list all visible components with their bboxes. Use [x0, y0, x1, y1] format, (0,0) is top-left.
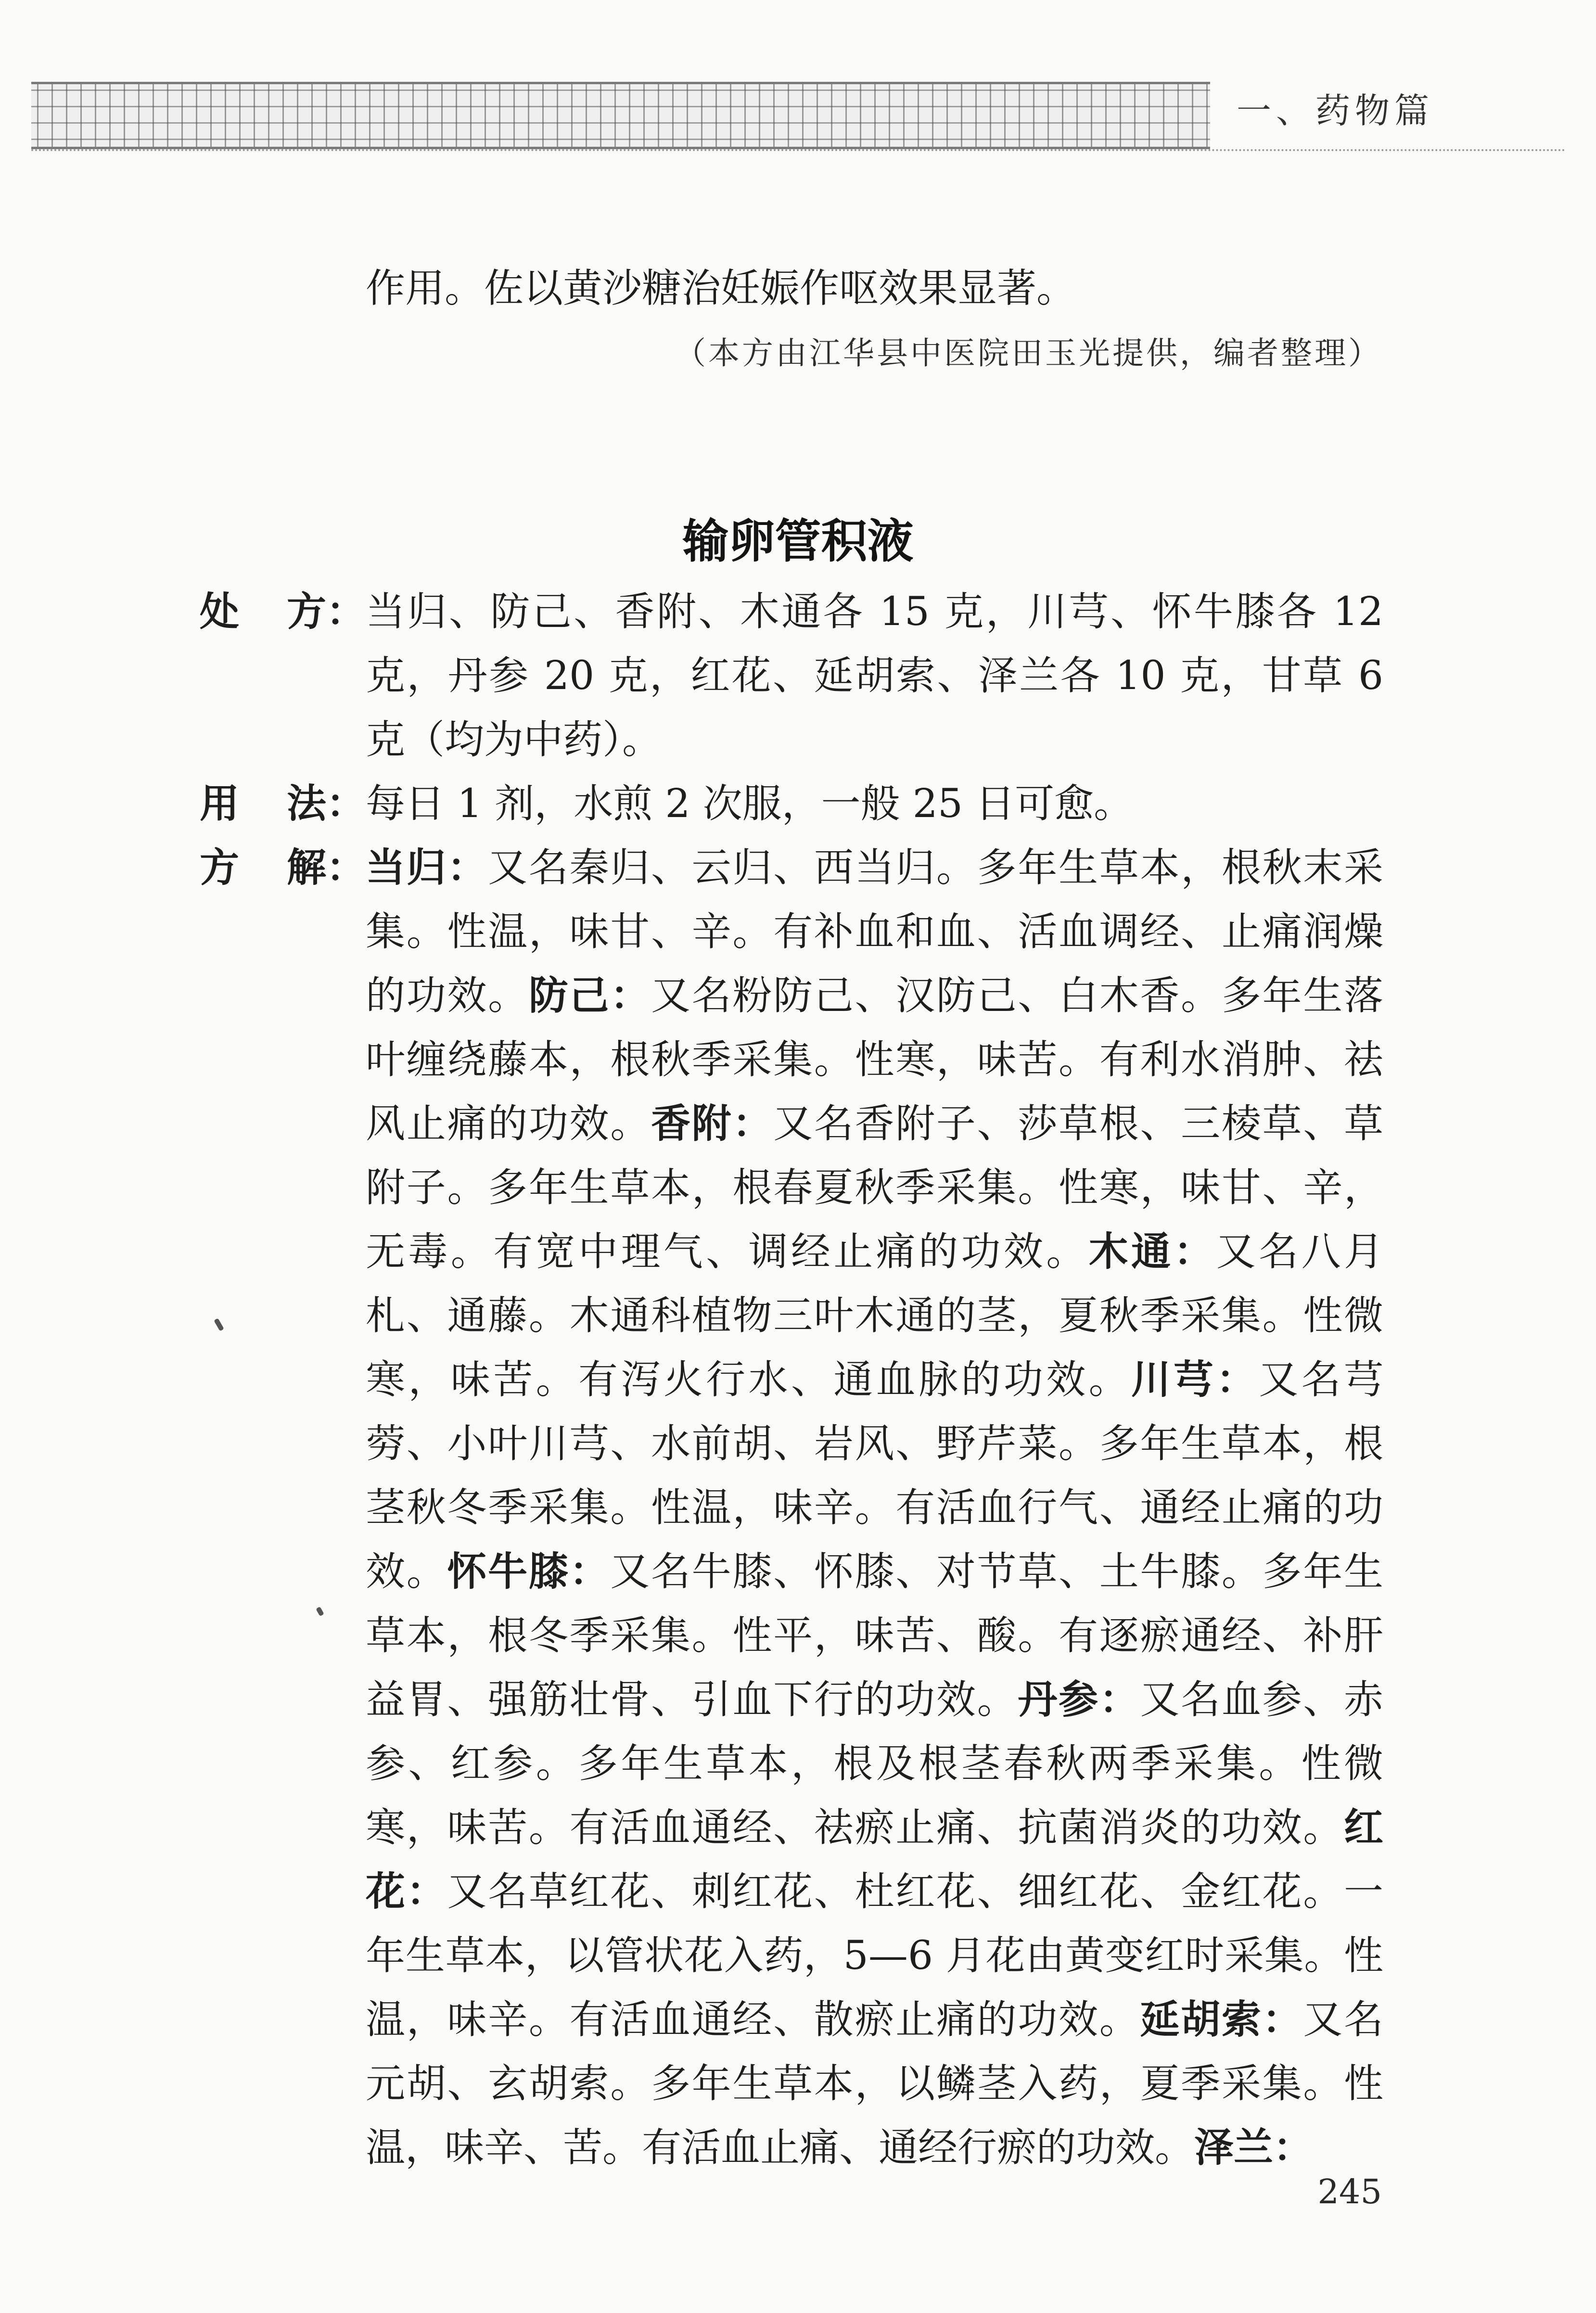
- running-header-title: 一、药物篇: [1237, 90, 1434, 131]
- herb-name: 木通：: [1088, 1229, 1216, 1275]
- usage-text: 每日 1 剂，水煎 2 次服，一般 25 日可愈。: [366, 781, 1134, 827]
- page-number: 245: [1317, 2172, 1382, 2211]
- herb-description: 又名血参、赤参、红参。多年生草本，根及根茎春秋两季采集。性微寒，味苦。有活血通经、祛瘀止痛、抗菌消炎的功效。: [366, 1677, 1383, 1851]
- herb-name: 丹参：: [1018, 1677, 1140, 1723]
- header-decorative-band: [31, 82, 1210, 149]
- header-dotted-rule: [31, 149, 1566, 151]
- herb-name: 当归：: [366, 845, 488, 891]
- herb-name: 防己：: [528, 973, 651, 1019]
- herb-name: 红花：: [366, 1805, 1383, 1915]
- explanation-entry: [200, 836, 1383, 2180]
- herb-description: 又名香附子、莎草根、三棱草、草附子。多年生草本，根春夏秋季采集。性寒，味甘、辛，无毒。有宽中理气、调经止痛的功效。: [366, 1101, 1383, 1275]
- herb-description: 又名元胡、玄胡索。多年生草本，以鳞茎入药，夏季采集。性温，味辛、苦。有活血止痛、通经行瘀的功效。: [366, 1997, 1383, 2171]
- continuation-text: 作用。佐以黄沙糖治妊娠作呕效果显著。: [366, 266, 1076, 311]
- prescription-label: 处 方：: [200, 589, 366, 635]
- explanation-text: [366, 836, 1383, 2180]
- herb-name: 泽兰：: [1194, 2125, 1313, 2171]
- source-attribution: （本方由江华县中医院田玉光提供，编者整理）: [674, 335, 1382, 371]
- herb-description: 又名粉防己、汉防己、白木香。多年生落叶缠绕藤本，根秋季采集。性寒，味苦。有利水消肿、祛风止痛的功效。: [366, 973, 1383, 1147]
- usage-label: 用 法：: [200, 781, 366, 827]
- prescription-entries: [200, 580, 1383, 2180]
- herb-name: 怀牛膝：: [447, 1549, 611, 1595]
- herb-name: 香附：: [651, 1101, 774, 1147]
- usage-entry: [200, 772, 1383, 836]
- herb-name: 川芎：: [1131, 1357, 1259, 1403]
- herb-description: 又名八月札、通藤。木通科植物三叶木通的茎，夏秋季采集。性微寒，味苦。有泻火行水、通血脉的功效。: [366, 1229, 1383, 1403]
- explanation-label: 方 解：: [200, 845, 366, 891]
- herb-description: 又名牛膝、怀膝、对节草、土牛膝。多年生草本，根冬季采集。性平，味苦、酸。有逐瘀通经、补肝益胃、强筋壮骨、引血下行的功效。: [366, 1549, 1383, 1723]
- herb-description: 又名草红花、刺红花、杜红花、细红花、金红花。一年生草本，以管状花入药，5—6 月花由黄变红时采集。性温，味辛。有活血通经、散瘀止痛的功效。: [366, 1869, 1383, 2043]
- herb-description: 又名秦归、云归、西当归。多年生草本，根秋末采集。性温，味甘、辛。有补血和血、活血调经、止痛润燥的功效。: [366, 845, 1383, 1019]
- section-title: 输卵管积液: [682, 514, 914, 568]
- prescription-entry: [200, 580, 1383, 772]
- herb-description: 又名芎䓖、小叶川芎、水前胡、岩风、野芹菜。多年生草本，根茎秋冬季采集。性温，味辛。有活血行气、通经止痛的功效。: [366, 1357, 1383, 1595]
- prescription-text: 当归、防己、香附、木通各 15 克，川芎、怀牛膝各 12 克，丹参 20 克，红花、延胡索、泽兰各 10 克，甘草 6 克（均为中药）。: [366, 589, 1383, 763]
- herb-name: 延胡索：: [1140, 1997, 1303, 2043]
